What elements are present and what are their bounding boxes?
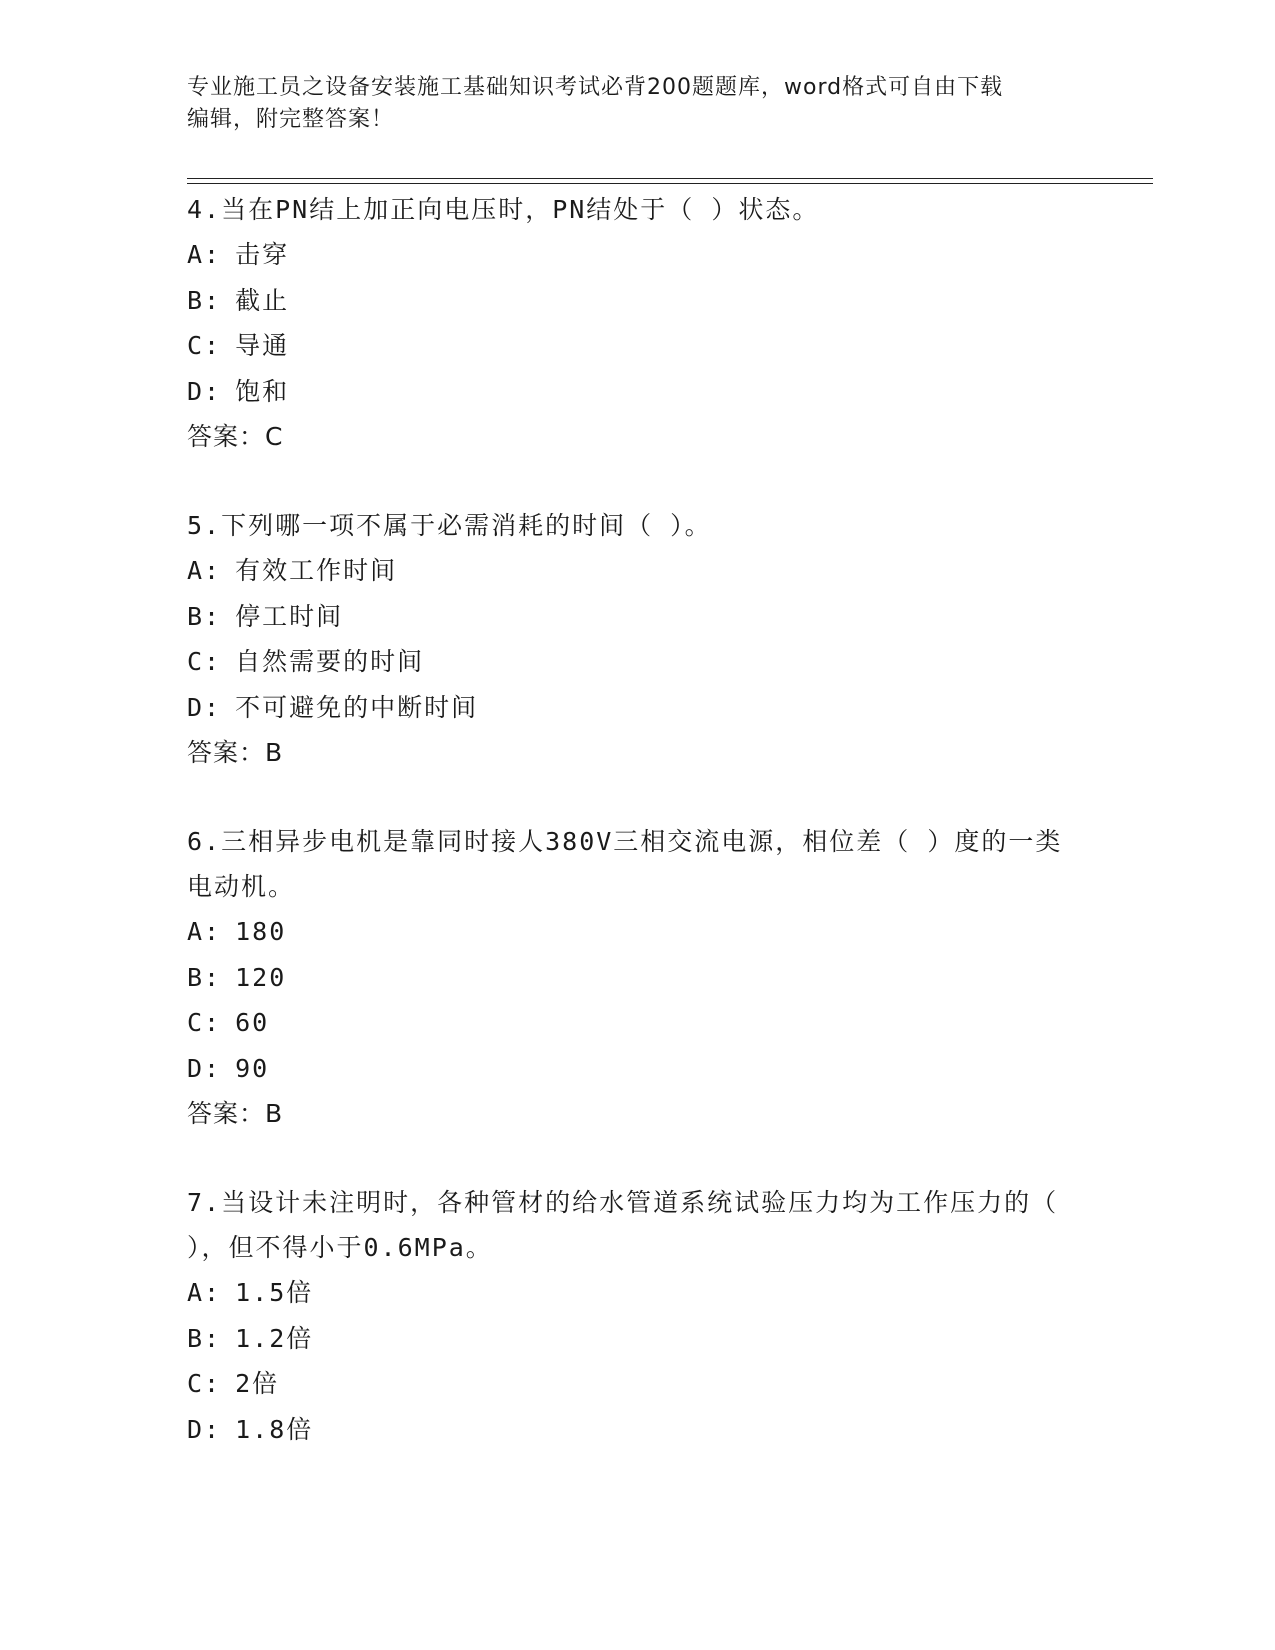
option-b [187,955,1067,1001]
option-letter: C: [187,331,222,360]
header-line-1: 专业施工员之设备安装施工基础知识考试必背200题题库，word格式可自由下载 [187,75,1004,100]
document-header [187,72,1067,136]
question-stem: 7.当设计未注明时，各种管材的给水管道系统试验压力均为工作压力的（ ），但不得小于0.6MPa。 [187,1188,1059,1262]
option-letter: B: [187,962,222,992]
option-letter: C: [187,1008,222,1037]
option-d [187,1407,1067,1453]
option-c [187,639,1067,685]
option-letter: D: [187,692,222,722]
question-4 [187,187,1067,460]
answer-label: 答案：B [187,738,284,767]
option-c [187,323,1067,369]
option-a [187,548,1067,594]
option-text: 180 [235,917,287,946]
option-c [187,1361,1067,1407]
option-c [187,1000,1067,1046]
option-text: 1.5倍 [235,1278,314,1307]
option-letter: C: [187,1369,222,1398]
option-d [187,369,1067,415]
option-text: 2倍 [235,1369,280,1398]
option-b [187,278,1067,324]
header-divider-bottom [187,183,1153,184]
option-letter: A: [187,917,222,946]
question-stem: 4.当在PN结上加正向电压时，PN结处于（ ）状态。 [187,195,820,224]
header-divider-top [187,178,1153,179]
option-text: 击穿 [235,240,290,269]
option-a [187,909,1067,955]
header-line-2: 编辑，附完整答案！ [187,107,395,132]
option-text: 90 [235,1053,270,1083]
option-b [187,594,1067,640]
option-text: 饱和 [235,376,290,406]
option-text: 截止 [235,285,290,315]
option-text: 60 [235,1008,270,1037]
option-text: 1.2倍 [235,1323,314,1353]
question-5 [187,503,1067,776]
option-a [187,232,1067,278]
option-letter: A: [187,1278,222,1307]
option-letter: D: [187,1414,222,1444]
option-a [187,1270,1067,1316]
option-b [187,1316,1067,1362]
option-d [187,685,1067,731]
option-text: 1.8倍 [235,1414,314,1444]
option-letter: A: [187,556,222,585]
option-letter: C: [187,647,222,676]
option-d [187,1046,1067,1092]
question-stem: 6.三相异步电机是靠同时接人380V三相交流电源，相位差（ ）度的一类电动机。 [187,827,1063,901]
option-text: 导通 [235,331,290,360]
option-text: 停工时间 [235,601,344,631]
option-letter: D: [187,1053,222,1083]
option-letter: D: [187,376,222,406]
option-text: 不可避免的中断时间 [235,692,479,722]
option-text: 自然需要的时间 [235,647,425,676]
answer-label: 答案：C [187,422,284,451]
question-7 [187,1180,1067,1452]
question-stem: 5.下列哪一项不属于必需消耗的时间（ ）。 [187,511,712,540]
option-letter: B: [187,601,222,631]
option-letter: A: [187,240,222,269]
option-text: 有效工作时间 [235,556,398,585]
option-letter: B: [187,285,222,315]
option-text: 120 [235,962,287,992]
option-letter: B: [187,1323,222,1353]
question-6 [187,819,1067,1137]
answer-label: 答案：B [187,1099,284,1128]
